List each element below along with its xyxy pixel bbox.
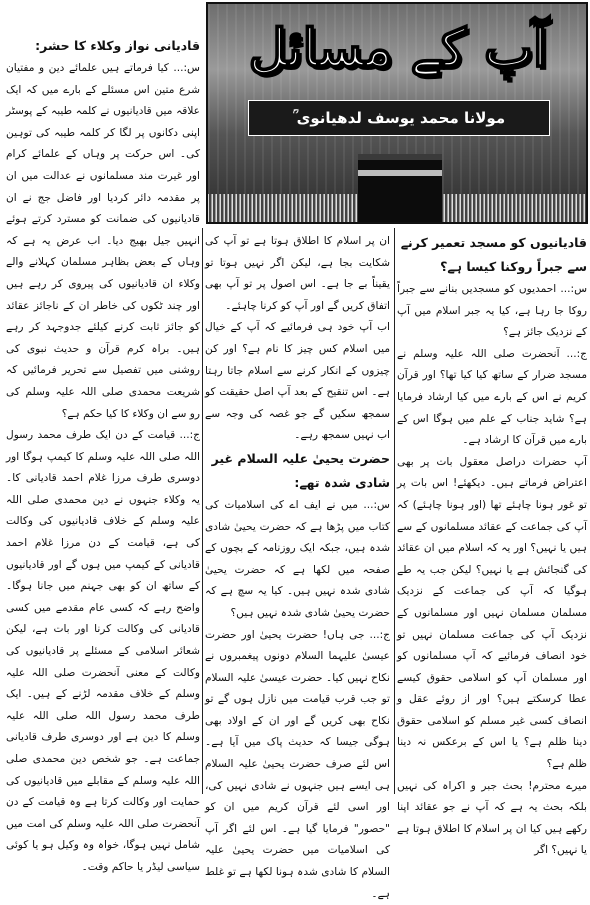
column-divider — [394, 228, 395, 794]
question-heading: حضرت یحییٰ علیہ السلام غیر شادی شدہ تھے: — [205, 447, 390, 495]
question-paragraph: س:... میں نے ایف اے کی اسلامیات کی کتاب میں پڑھا ہے کہ حضرت یحییٰ شادی شدہ ہیں، جبکہ ایک روزنامہ کے بچوں کے صفحہ میں لکھا ہے کہ حضرت یحییٰ شادی شدہ نہیں ہیں۔ کیا یہ سچ ہے کہ حضرت یحییٰ شادی شدہ نہیں ہیں؟ — [205, 495, 390, 625]
banner-title: آپ کے مسائل — [238, 18, 558, 79]
kaaba-image — [358, 154, 442, 222]
banner-author: مولانا محمد یوسف لدھیانوی ؒ — [248, 100, 550, 136]
question-heading: قادیانی نواز وکلاء کا حشر: — [6, 34, 200, 58]
answer-paragraph: میرے محترم! بحث جبر و اکراہ کی نہیں بلکہ بحث یہ ہے کہ آپ نے جو عقائد اپنا رکھے ہیں کیا ان پر اسلام کا اطلاق ہوتا ہے یا نہیں؟ اگر — [397, 776, 587, 862]
answer-paragraph: ج:... قیامت کے دن ایک طرف محمد رسول اللہ صلی اللہ علیہ وسلم کا کیمپ ہوگا اور دوسری طرف مرزا غلام احمد قادیانی کا۔ یہ وکلاء جنہوں نے دین محمدی صلی اللہ علیہ وسلم کے خلاف قادیانیوں کی وکالت کی ہے، قیامت کے دن مرزا غلام احمد قادیانی کے کیمپ میں ہوں گے اور قادیانیوں کے ساتھ ان کو بھی جہنم میں جانا ہوگا۔ واضح رہے کہ کسی عام مقدمے میں کسی قادیانی کی وکالت کرنا اور بات ہے، لیکن شعائر اسلامی کے مسئلے پر قادیانیوں کی وکالت کے معنی آنحضرت صلی اللہ علیہ وسلم کے خلاف مقدمہ لڑنے کے ہیں۔ ایک طرف محمد رسول اللہ صلی اللہ علیہ وسلم کا دین ہے اور دوسری طرف قادیانی جماعت ہے۔ جو شخص دین محمدی صلی اللہ علیہ وسلم کے مقابلے میں قادیانیوں کی حمایت اور وکالت کرتا ہے وہ قیامت کے دن آنحضرت صلی اللہ علیہ وسلم کی امت میں شامل نہیں ہوگا، خواہ وہ وکیل ہو یا کوئی سیاسی لیڈر یا حاکم وقت۔ — [6, 425, 200, 878]
kaaba-band — [358, 170, 442, 176]
answer-paragraph: آپ حضرات دراصل معقول بات پر بھی اعتراض فرماتے ہیں۔ دیکھئے! اس بات پر تو غور ہونا چاہئے تھا (اور ہونا چاہئے) کہ آپ کی جماعت کے عقائد مسلمانوں کے سے ہیں یا نہیں؟ اور یہ کہ اسلام میں ان عقائد کی گنجائش ہے یا نہیں؟ لیکن جب یہ طے ہوگیا کہ آپ کی جماعت کے نزدیک مسلمان مسلمان نہیں اور مسلمانوں کے نزدیک آپ کی جماعت مسلمان نہیں تو خود انصاف فرمائیے کہ آپ مسلمانوں کو اور مسلمان آپ کو اسلامی حقوق کیسے عطا کرسکتے ہیں؟ اور از روئے عقل و انصاف کسی غیر مسلم کو اسلامی حقوق دینا ظلم ہے؟ یا اس کے برعکس نہ دینا ظلم ہے؟ — [397, 452, 587, 776]
question-heading: قادیانیوں کو مسجد تعمیر کرنے سے جبراً روکنا کیسا ہے؟ — [397, 231, 587, 279]
answer-paragraph: ان پر اسلام کا اطلاق ہوتا ہے تو آپ کی شکایت بجا ہے، لیکن اگر نہیں ہوتا تو یقیناً بے جا ہے۔ اس اصول پر تو آپ بھی اتفاق کریں گے اور آپ کو کرنا چاہئے۔ — [205, 231, 390, 317]
column-left — [6, 34, 200, 879]
column-middle — [205, 231, 390, 905]
question-paragraph: س:... کیا فرماتے ہیں علمائے دین و مفتیان شرع متین اس مسئلے کے بارے میں کہ ایک علاقہ میں قادیانیوں نے کلمہ طیبہ کے پوسٹر اپنی دکانوں پر لگا کر کلمہ طیبہ کی توہین کی۔ اس حرکت پر وہاں کے علمائے کرام اور غیرت مند مسلمانوں نے عدالت میں ان پر مقدمہ دائر کردیا اور فاضل جج نے ان قادیانیوں کی ضمانت کو مسترد کرتے ہوئے انہیں جیل بھیج دیا۔ اب عرض یہ ہے کہ وہاں کے بعض بظاہر مسلمان کہلانے والے وکلاء ان قادیانیوں کی پیروی کر رہے ہیں اور چند ٹکوں کی خاطر ان کے ناجائز عقائد کو جائز ثابت کرنے کیلئے جدوجہد کر رہے ہیں۔ براہ کرم قرآن و حدیث نبوی کی روشنی میں تفصیل سے تحریر فرمائیں کہ شریعت محمدی صلی اللہ علیہ وسلم کی رو سے ان وکلاء کا کیا حکم ہے؟ — [6, 58, 200, 425]
question-paragraph: س:... احمدیوں کو مسجدیں بنانے سے جبراً روکا جا رہا ہے، کیا یہ جبر اسلام میں آپ کے نزدیک جائز ہے؟ — [397, 279, 587, 344]
column-divider — [202, 228, 203, 794]
answer-paragraph: ج:... جی ہاں! حضرت یحییٰ اور حضرت عیسیٰ علیہما السلام دونوں پیغمبروں نے نکاح نہیں کیا۔ حضرت عیسیٰ علیہ السلام تو جب قرب قیامت میں نازل ہوں گے تو نکاح بھی کریں گے اور ان کے اولاد بھی ہوگی جیسا کہ حدیث پاک میں آیا ہے۔ اس لئے صرف حضرت یحییٰ علیہ السلام ہی ایسے ہیں جنہوں نے شادی نہیں کی، اور اسی لئے قرآن کریم میں ان کو "حصور" فرمایا گیا ہے۔ اس لئے اگر آپ کی اسلامیات میں حضرت یحییٰ علیہ السلام کا شادی شدہ ہونا لکھا ہے تو غلط ہے۔ — [205, 625, 390, 905]
answer-paragraph: ج:... آنحضرت صلی اللہ علیہ وسلم نے مسجد ضرار کے ساتھ کیا کیا تھا؟ اور قرآن کریم نے اس کے بارے میں کیا ارشاد فرمایا ہے؟ شاید جناب کے علم میں ہوگا اس کے بارے میں قرآن کا ارشاد ہے۔ — [397, 344, 587, 452]
column-banner — [206, 2, 588, 224]
column-right — [397, 231, 587, 862]
answer-paragraph: اب آپ خود ہی فرمائیے کہ آپ کے خیال میں اسلام کس چیز کا نام ہے؟ اور کن چیزوں کے انکار کرنے سے اسلام جاتا رہتا ہے۔ اس تنقیح کے بعد آپ اصل حقیقت کو سمجھ سکیں گے جو غصہ کی وجہ سے اب نہیں سمجھ رہے۔ — [205, 317, 390, 447]
